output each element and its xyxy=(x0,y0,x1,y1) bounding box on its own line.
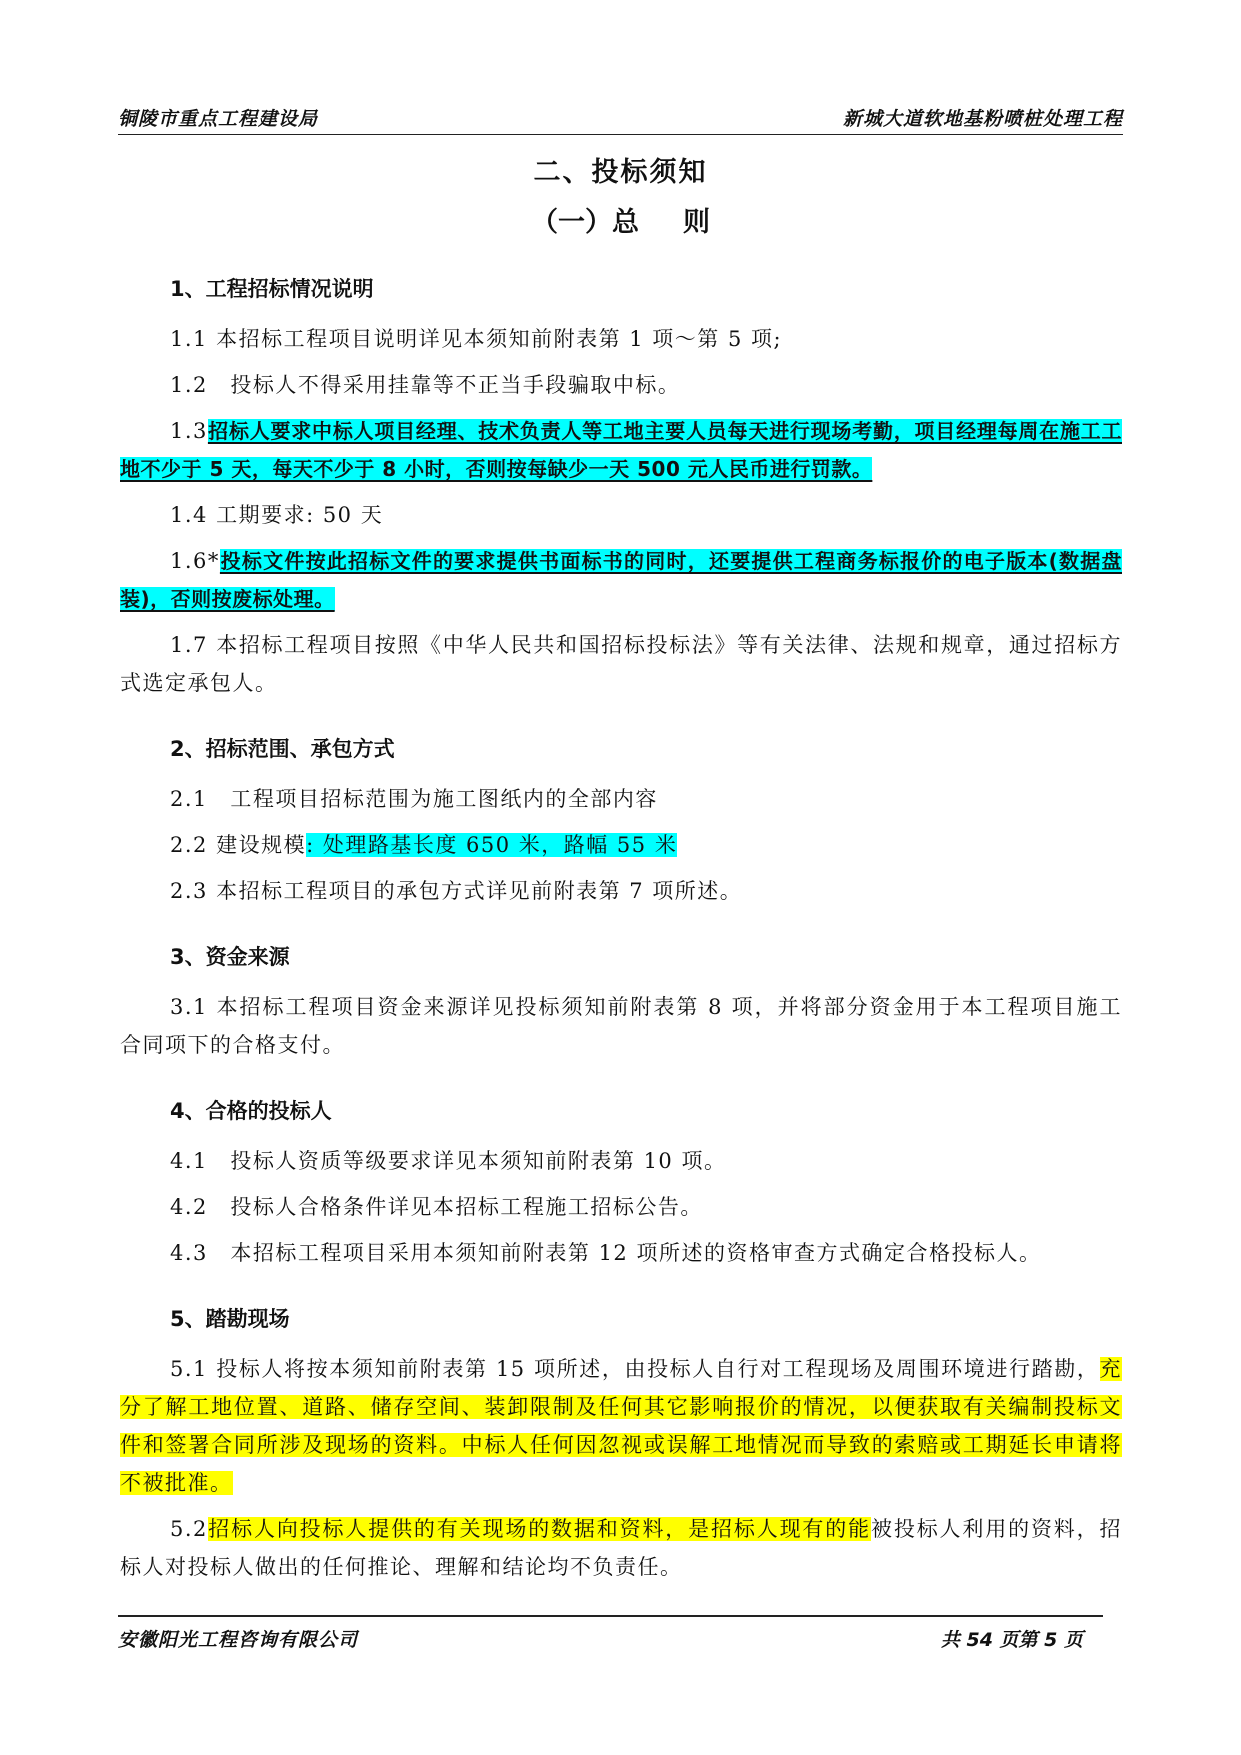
paragraph-1-6 xyxy=(120,542,1122,618)
paragraph-5-2-tail: 被投标人利用的资料，招标人对投标人做出的任何推论、理解和结论均不负责任。 xyxy=(120,1517,1123,1579)
paragraph-5-2 xyxy=(120,1510,1122,1586)
footer-page-number: 共 54 页第 5 页 xyxy=(940,1629,1083,1651)
section-heading-3: 3、资金来源 xyxy=(170,945,290,969)
highlighted-text-5-2: 招标人向投标人提供的有关现场的数据和资料，是招标人现有的能 xyxy=(207,1517,871,1541)
paragraph-2-3: 2.3 本招标工程项目的承包方式详见前附表第 7 项所述。 xyxy=(170,879,743,903)
footer-left-company: 安徽阳光工程咨询有限公司 xyxy=(118,1629,359,1651)
highlighted-text-1-6: 投标文件按此招标文件的要求提供书面标书的同时，还要提供工程商务标报价的电子版本(数据盘装)，否则按废标处理。 xyxy=(120,549,1122,611)
paragraph-3-1: 3.1 本招标工程项目资金来源详见投标须知前附表第 8 项，并将部分资金用于本工程项目施工合同项下的合格支付。 xyxy=(120,995,1122,1057)
section-heading-4: 4、合格的投标人 xyxy=(170,1099,332,1123)
page-header xyxy=(118,104,1123,134)
paragraph-1-4: 1.4 工期要求: 50 天 xyxy=(170,503,384,527)
highlighted-text-2-2: : 处理路基长度 650 米，路幅 55 米 xyxy=(306,833,678,857)
paragraph-1-3 xyxy=(120,412,1122,488)
paragraph-4-2: 4.2 投标人合格条件详见本招标工程施工招标公告。 xyxy=(170,1195,703,1219)
paragraph-1-1: 1.1 本招标工程项目说明详见本须知前附表第 1 项～第 5 项; xyxy=(170,327,783,351)
paragraph-1-3-number: 1.3 xyxy=(170,419,208,443)
section-heading-1: 1、工程招标情况说明 xyxy=(170,277,374,301)
paragraph-2-2 xyxy=(120,826,1122,864)
paragraph-1-6-number: 1.6* xyxy=(170,549,220,573)
highlighted-text-1-3: 招标人要求中标人项目经理、技术负责人等工地主要人员每天进行现场考勤，项目经理每周在施工工地不少于 5 天，每天不少于 8 小时，否则按每缺少一天 500 元人民币进行罚款。 xyxy=(120,419,1122,481)
paragraph-5-1 xyxy=(120,1350,1122,1502)
footer-divider xyxy=(118,1615,1103,1617)
paragraph-4-1: 4.1 投标人资质等级要求详见本须知前附表第 10 项。 xyxy=(170,1149,727,1173)
subtitle-part-2: 则 xyxy=(683,207,710,238)
document-body xyxy=(120,270,1122,1594)
header-left-org: 铜陵市重点工程建设局 xyxy=(118,108,319,130)
header-right-project: 新城大道软地基粉喷桩处理工程 xyxy=(842,108,1123,130)
subtitle-part-1: （一）总 xyxy=(531,207,639,238)
paragraph-5-1-lead: 5.1 投标人将按本须知前附表第 15 项所述，由投标人自行对工程现场及周围环境进行踏勘， xyxy=(170,1357,1100,1381)
paragraph-1-2: 1.2 投标人不得采用挂靠等不正当手段骗取中标。 xyxy=(170,373,681,397)
paragraph-5-2-number: 5.2 xyxy=(170,1517,208,1541)
page-footer xyxy=(118,1625,1083,1655)
page-subtitle xyxy=(0,200,1241,239)
paragraph-4-3: 4.3 本招标工程项目采用本须知前附表第 12 项所述的资格审查方式确定合格投标人。 xyxy=(170,1241,1042,1265)
paragraph-1-7: 1.7 本招标工程项目按照《中华人民共和国招标投标法》等有关法律、法规和规章，通过招标方式选定承包人。 xyxy=(120,633,1122,695)
paragraph-2-2-label: 2.2 建设规模 xyxy=(170,833,307,857)
header-divider xyxy=(118,134,1123,135)
page-title: 二、投标须知 xyxy=(533,157,708,188)
paragraph-2-1: 2.1 工程项目招标范围为施工图纸内的全部内容 xyxy=(170,787,658,811)
section-heading-2: 2、招标范围、承包方式 xyxy=(170,737,395,761)
section-heading-5: 5、踏勘现场 xyxy=(170,1307,290,1331)
highlighted-text-5-1: 充分了解工地位置、道路、储存空间、装卸限制及任何其它影响报价的情况，以便获取有关编制投标文件和签署合同所涉及现场的资料。中标人任何因忽视或误解工地情况而导致的索赔或工期延长申请将不被批准。 xyxy=(120,1357,1122,1495)
